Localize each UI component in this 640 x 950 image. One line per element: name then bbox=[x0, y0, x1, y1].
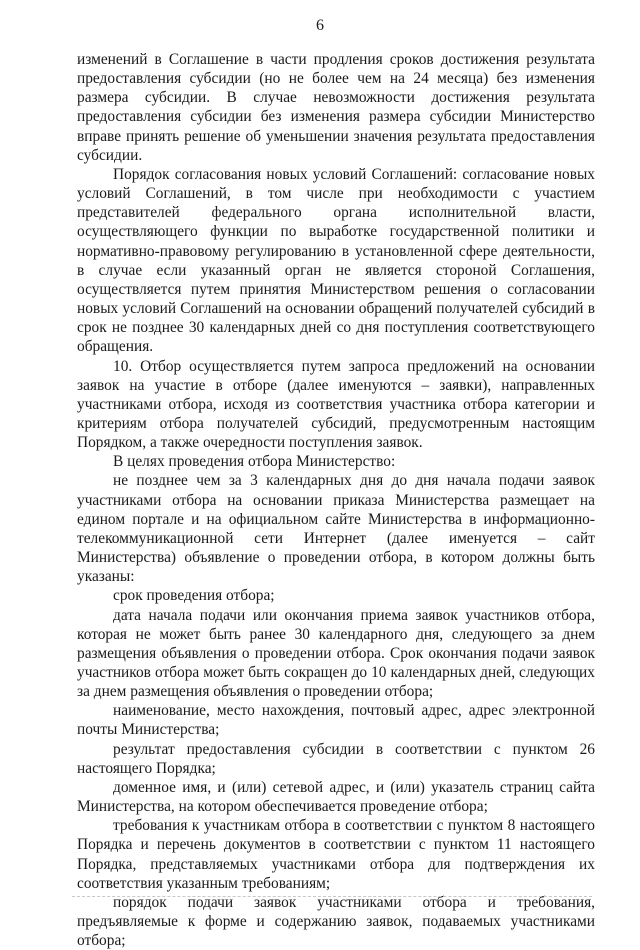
list-item-selection-period: срок проведения отбора; bbox=[113, 587, 275, 605]
paragraph-announcement: не позднее чем за 3 календарных дня до дня начала подачи заявок участниками отбора на основании приказа Министерства размещает на едином портале и на официальном сайте Министерства в информационно-телекоммуникационной сети Интернет (далее именуется – сайт Министерства) объявление о проведении отбора, в котором должны быть указаны: bbox=[77, 472, 595, 586]
page-number: 6 bbox=[316, 17, 324, 34]
paragraph-continuation: изменений в Соглашение в части продления сроков достижения результата предоставления субсидии (но не более чем на 24 месяца) без изменения размера субсидии. В случае невозможности достижения результата предоставления субсидии без изменения размера субсидии Министерство вправе принять решение об уменьшении значения результата предоставления субсидии. bbox=[77, 51, 595, 164]
document-body bbox=[77, 50, 595, 950]
list-item-ministry-contacts: наименование, место нахождения, почтовый адрес, адрес электронной почты Министерства; bbox=[77, 702, 595, 739]
list-item-application-dates: дата начала подачи или окончания приема заявок участников отбора, которая не может быть ранее 30 календарного дня, следующего за днем размещения объявления о проведении отбора. Срок окончания подачи заявок участников отбора может быть сокращен до 10 календарных дней, следующих за днем размещения объявления о проведении отбора; bbox=[77, 606, 595, 701]
list-item-application-procedure: порядок подачи заявок участниками отбора и требования, предъявляемые к форме и содержанию заявок, подаваемых участниками отбора; bbox=[77, 893, 595, 950]
paragraph-section-10: 10. Отбор осуществляется путем запроса предложений на основании заявок на участие в отборе (далее именуются – заявки), направленных участниками отбора, исходя из соответствия участника отбора категории и критериям отбора получателей субсидий, предусмотренным настоящим Порядком, а также очередности поступления заявок. bbox=[77, 357, 595, 452]
paragraph-ministry-intro: В целях проведения отбора Министерство: bbox=[113, 453, 396, 471]
list-item-participant-requirements: требования к участникам отбора в соответствии с пунктом 8 настоящего Порядка и перечень документов в соответствии с пунктом 11 настоящего Порядка, представляемых участниками отбора для подтверждения их соответствия указанным требованиям; bbox=[77, 817, 595, 892]
scan-edge-line bbox=[72, 896, 592, 897]
list-item-website-address: доменное имя, и (или) сетевой адрес, и (или) указатель страниц сайта Министерства, на котором обеспечивается проведение отбора; bbox=[77, 778, 595, 816]
list-item-subsidy-result: результат предоставления субсидии в соответствии с пунктом 26 настоящего Порядка; bbox=[77, 740, 595, 777]
paragraph-agreement-procedure: Порядок согласования новых условий Соглашений: согласование новых условий Соглашений, в том числе при необходимости с участием представителей федерального органа исполнительной власти, осуществляющего функции по выработке государственной политики и нормативно-правовому регулированию в установленной сфере деятельности, в случае если указанный орган не является стороной Соглашения, осуществляется путем принятия Министерством решения о согласовании новых условий Соглашений на основании обращений получателей субсидий в срок не позднее 30 календарных дней со дня поступления соответствующего обращения. bbox=[77, 165, 595, 356]
